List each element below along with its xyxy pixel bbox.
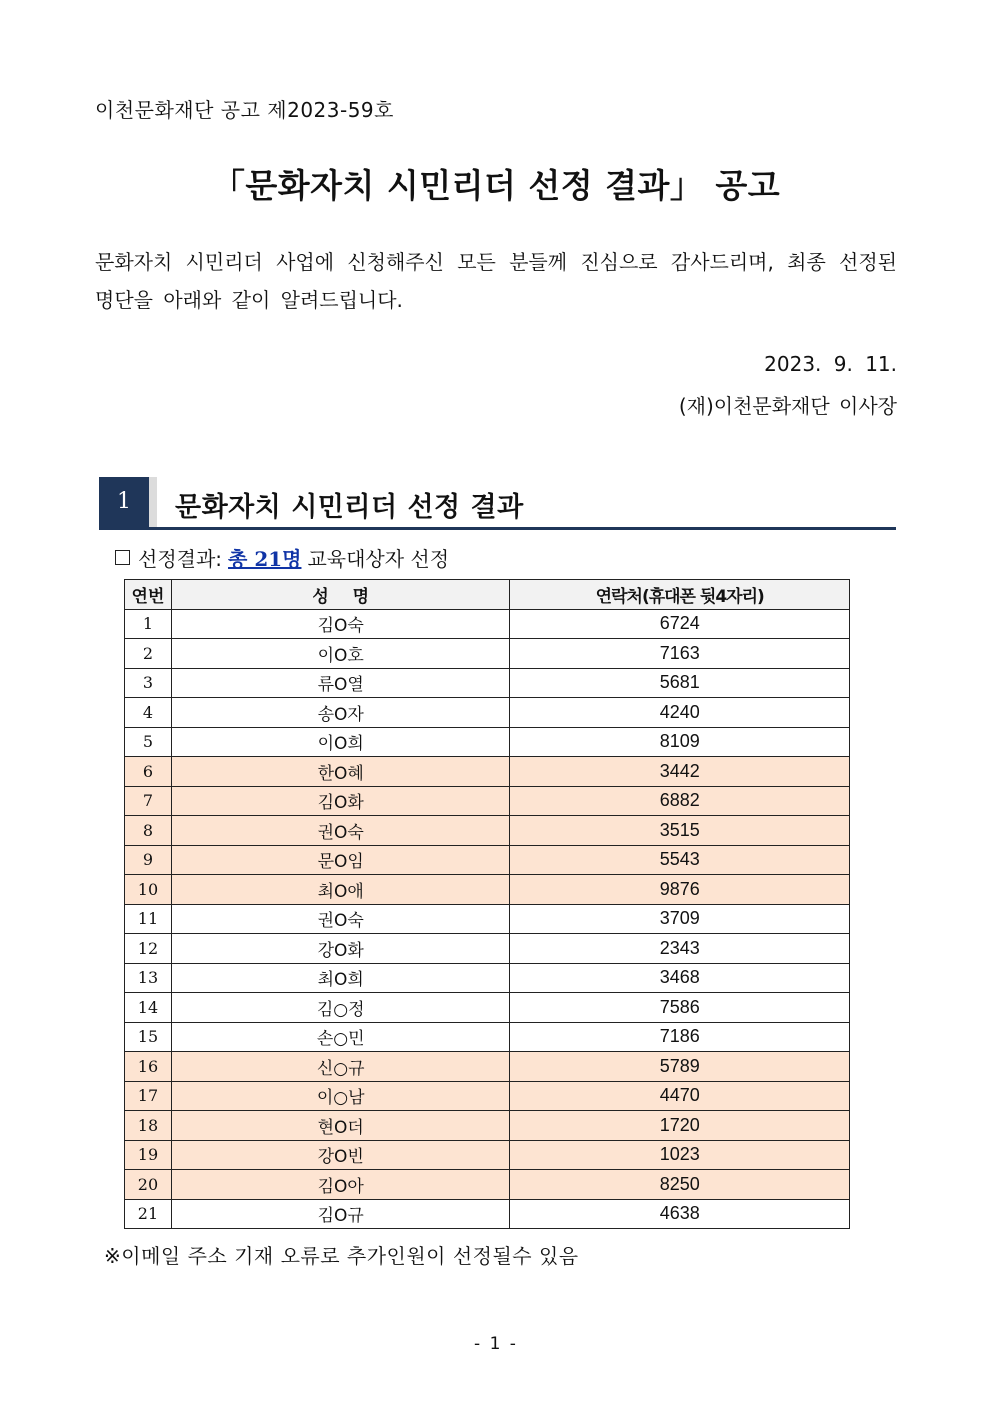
table-row	[125, 816, 850, 846]
cell-no: 20	[125, 1170, 172, 1200]
cell-name: 강O화	[171, 934, 510, 964]
cell-no: 3	[125, 668, 172, 698]
cell-no: 6	[125, 757, 172, 787]
table-row	[125, 845, 850, 875]
notice-date: 2023. 9. 11.	[764, 352, 897, 376]
header-phone: 연락처(휴대폰 뒷4자리)	[510, 580, 850, 610]
cell-name: 최O희	[171, 963, 510, 993]
total-count: 총 21명	[228, 547, 302, 571]
footnote: ※이메일 주소 기재 오류로 추가인원이 선정될수 있음	[104, 1244, 579, 1268]
cell-no: 12	[125, 934, 172, 964]
cell-name: 권O숙	[171, 904, 510, 934]
cell-name: 이○남	[171, 1081, 510, 1111]
cell-name: 문O임	[171, 845, 510, 875]
cell-phone: 1023	[510, 1140, 850, 1170]
cell-phone: 5543	[510, 845, 850, 875]
table-row	[125, 875, 850, 905]
header-no: 연번	[125, 580, 172, 610]
table-row	[125, 727, 850, 757]
result-suffix: 교육대상자 선정	[307, 547, 450, 571]
table-row	[125, 698, 850, 728]
table-row	[125, 993, 850, 1023]
table-row	[125, 1081, 850, 1111]
cell-name: 강O빈	[171, 1140, 510, 1170]
result-summary	[115, 543, 449, 572]
cell-no: 2	[125, 639, 172, 669]
header-name: 성 명	[171, 580, 510, 610]
checkbox-icon	[115, 550, 130, 565]
cell-phone: 8109	[510, 727, 850, 757]
section-number: 1	[99, 477, 149, 527]
cell-no: 4	[125, 698, 172, 728]
cell-phone: 4638	[510, 1199, 850, 1229]
cell-no: 14	[125, 993, 172, 1023]
cell-phone: 4240	[510, 698, 850, 728]
table-row	[125, 1022, 850, 1052]
table-row	[125, 1111, 850, 1141]
cell-no: 5	[125, 727, 172, 757]
cell-name: 김○정	[171, 993, 510, 1023]
cell-name: 손○민	[171, 1022, 510, 1052]
cell-phone: 4470	[510, 1081, 850, 1111]
cell-no: 21	[125, 1199, 172, 1229]
cell-name: 권O숙	[171, 816, 510, 846]
cell-phone: 7163	[510, 639, 850, 669]
cell-phone: 3515	[510, 816, 850, 846]
cell-phone: 3709	[510, 904, 850, 934]
cell-name: 김O숙	[171, 609, 510, 639]
cell-no: 11	[125, 904, 172, 934]
cell-phone: 5789	[510, 1052, 850, 1082]
table-row	[125, 1140, 850, 1170]
cell-no: 1	[125, 609, 172, 639]
cell-no: 7	[125, 786, 172, 816]
section-title: 문화자치 시민리더 선정 결과	[175, 492, 524, 523]
cell-name: 류O열	[171, 668, 510, 698]
cell-name: 송O자	[171, 698, 510, 728]
cell-phone: 5681	[510, 668, 850, 698]
table-row	[125, 639, 850, 669]
cell-no: 19	[125, 1140, 172, 1170]
results-table	[124, 579, 850, 1229]
table-row	[125, 1170, 850, 1200]
table-row	[125, 1199, 850, 1229]
intro-paragraph: 문화자치 시민리더 사업에 신청해주신 모든 분들께 진심으로 감사드리며, 최종 선정된 명단을 아래와 같이 알려드립니다.	[95, 250, 897, 312]
section-heading	[99, 477, 896, 530]
table-row	[125, 757, 850, 787]
table-header-row	[125, 580, 850, 610]
document-title: 「문화자치 시민리더 선정 결과」 공고	[211, 166, 781, 205]
cell-no: 15	[125, 1022, 172, 1052]
cell-phone: 9876	[510, 875, 850, 905]
table-row	[125, 934, 850, 964]
table-row	[125, 904, 850, 934]
table-row	[125, 1052, 850, 1082]
cell-name: 김O화	[171, 786, 510, 816]
table-row	[125, 668, 850, 698]
cell-phone: 3468	[510, 963, 850, 993]
notice-number: 이천문화재단 공고 제2023-59호	[95, 98, 394, 122]
section-divider	[149, 477, 157, 527]
issuer: (재)이천문화재단 이사장	[678, 394, 897, 418]
table-row	[125, 609, 850, 639]
cell-no: 16	[125, 1052, 172, 1082]
cell-no: 8	[125, 816, 172, 846]
cell-phone: 6724	[510, 609, 850, 639]
cell-phone: 7586	[510, 993, 850, 1023]
cell-no: 18	[125, 1111, 172, 1141]
cell-phone: 6882	[510, 786, 850, 816]
result-prefix: 선정결과:	[138, 547, 223, 571]
cell-name: 이O호	[171, 639, 510, 669]
cell-no: 9	[125, 845, 172, 875]
cell-no: 13	[125, 963, 172, 993]
cell-phone: 3442	[510, 757, 850, 787]
cell-phone: 7186	[510, 1022, 850, 1052]
page-number: - 1 -	[474, 1334, 518, 1354]
cell-name: 김O아	[171, 1170, 510, 1200]
cell-name: 한O혜	[171, 757, 510, 787]
cell-name: 최O애	[171, 875, 510, 905]
cell-name: 신○규	[171, 1052, 510, 1082]
cell-phone: 1720	[510, 1111, 850, 1141]
cell-phone: 2343	[510, 934, 850, 964]
cell-no: 17	[125, 1081, 172, 1111]
cell-name: 김O규	[171, 1199, 510, 1229]
cell-name: 현O더	[171, 1111, 510, 1141]
cell-phone: 8250	[510, 1170, 850, 1200]
table-row	[125, 786, 850, 816]
cell-no: 10	[125, 875, 172, 905]
table-row	[125, 963, 850, 993]
table-body	[125, 609, 850, 1229]
cell-name: 이O희	[171, 727, 510, 757]
